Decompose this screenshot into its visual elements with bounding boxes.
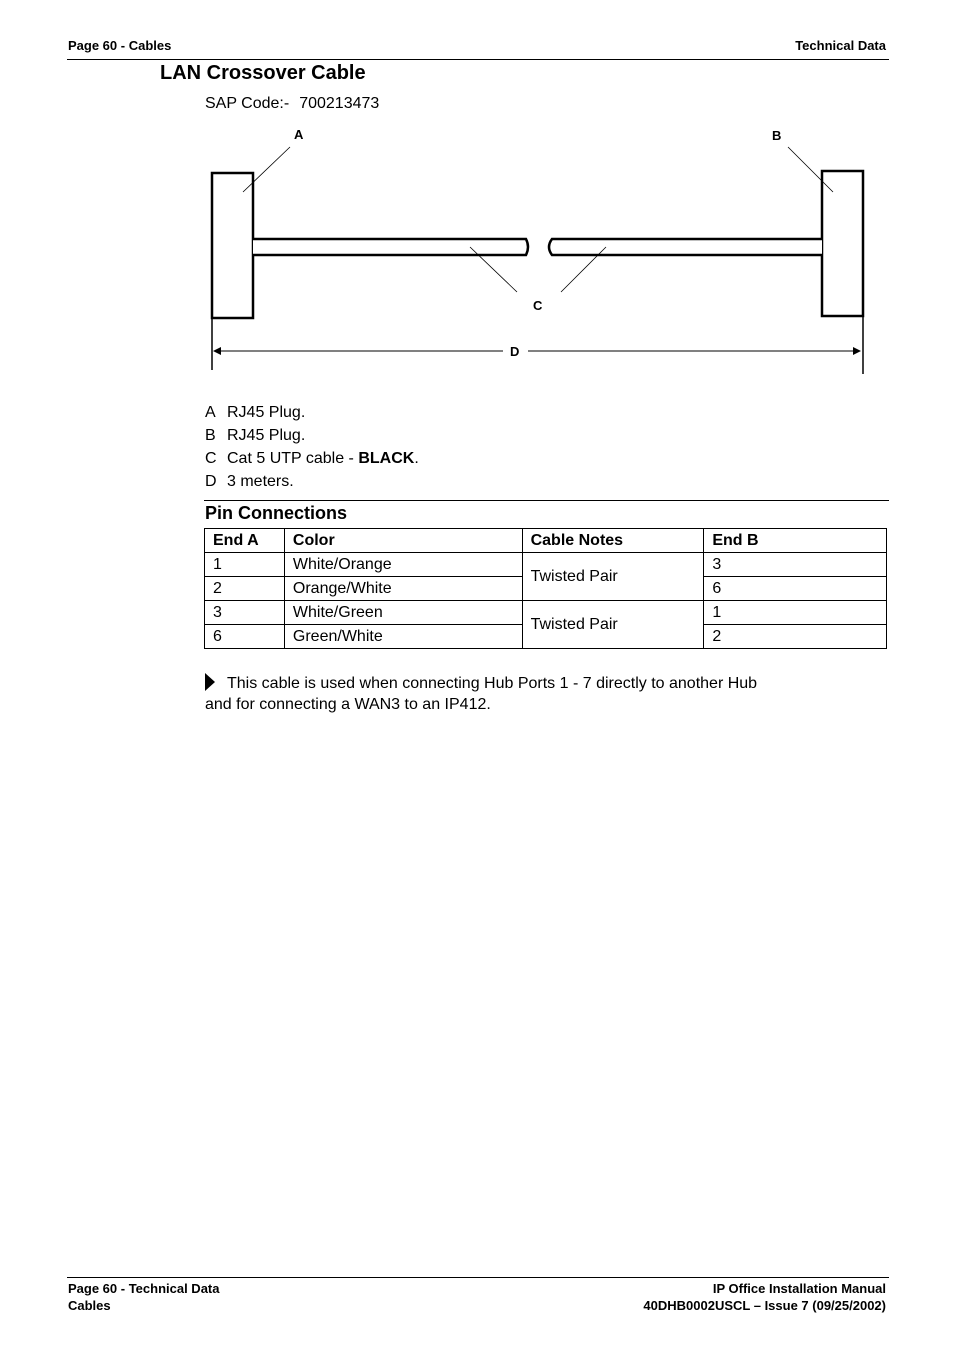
end-b-cell: 6	[704, 577, 887, 601]
color-cell: Orange/White	[284, 577, 522, 601]
column-header: Color	[284, 529, 522, 553]
legend-text: Cat 5 UTP cable -	[227, 450, 359, 467]
legend-key: C	[205, 450, 217, 467]
label-d: D	[510, 344, 520, 359]
legend-key: B	[205, 427, 216, 444]
arrowhead-right	[853, 347, 861, 355]
legend-item-a	[205, 404, 305, 422]
usage-note-text: This cable is used when connecting Hub Ports 1 - 7 directly to another Hub and for connecting a WAN3 to an IP412.	[205, 675, 758, 713]
legend-item-c	[205, 450, 419, 468]
color-cell: White/Green	[284, 601, 522, 625]
label-c: C	[533, 298, 543, 313]
usage-note	[205, 673, 765, 715]
legend-text: RJ45 Plug.	[227, 404, 306, 421]
legend-item-d	[205, 473, 294, 491]
table-header-row	[205, 529, 887, 553]
end-b-cell: 1	[704, 601, 887, 625]
cable-notes-cell: Twisted Pair	[522, 601, 704, 649]
plug-a	[212, 173, 253, 318]
end-a-cell: 3	[205, 601, 285, 625]
footer-left-line2: Cables	[68, 1298, 111, 1313]
legend-item-b	[205, 427, 305, 445]
footer-rule	[67, 1277, 889, 1278]
triangle-bullet-icon	[205, 673, 215, 691]
table-row	[205, 553, 887, 577]
label-b: B	[772, 128, 782, 143]
footer-right-line2: 40DHB0002USCL – Issue 7 (09/25/2002)	[643, 1298, 886, 1313]
cable-notes-cell: Twisted Pair	[522, 553, 704, 601]
color-cell: White/Orange	[284, 553, 522, 577]
legend-text: 3 meters.	[227, 473, 294, 490]
footer-right	[643, 1280, 886, 1314]
footer-right-line1: IP Office Installation Manual	[712, 1281, 886, 1296]
legend-bold: BLACK	[358, 450, 415, 467]
pin-connections-table	[204, 528, 887, 649]
leader-a	[243, 147, 290, 192]
leader-b	[788, 147, 833, 192]
page-title: LAN Crossover Cable	[160, 62, 366, 84]
column-header: End A	[205, 529, 285, 553]
color-cell: Green/White	[284, 625, 522, 649]
end-b-cell: 3	[704, 553, 887, 577]
legend-key: D	[205, 473, 217, 490]
sap-label: SAP Code:-	[205, 95, 290, 112]
header-left: Page 60 - Cables	[68, 38, 172, 53]
sap-code-value: 700213473	[299, 95, 380, 112]
end-b-cell: 2	[704, 625, 887, 649]
cable-left	[253, 239, 528, 255]
section-rule	[204, 500, 889, 501]
cable-diagram	[0, 0, 954, 400]
table-row	[205, 601, 887, 625]
legend-text: RJ45 Plug.	[227, 427, 306, 444]
end-a-cell: 1	[205, 553, 285, 577]
plug-b	[822, 171, 863, 316]
arrowhead-left	[213, 347, 221, 355]
legend-suffix: .	[414, 450, 419, 467]
legend-key: A	[205, 404, 216, 421]
footer-left-line1: Page 60 - Technical Data	[68, 1281, 220, 1296]
column-header: End B	[704, 529, 887, 553]
header-right: Technical Data	[795, 38, 886, 53]
cable-right	[549, 239, 822, 255]
label-a: A	[294, 127, 304, 142]
section-title: Pin Connections	[205, 503, 348, 523]
column-header: Cable Notes	[522, 529, 704, 553]
end-a-cell: 6	[205, 625, 285, 649]
end-a-cell: 2	[205, 577, 285, 601]
footer-left	[68, 1280, 220, 1314]
